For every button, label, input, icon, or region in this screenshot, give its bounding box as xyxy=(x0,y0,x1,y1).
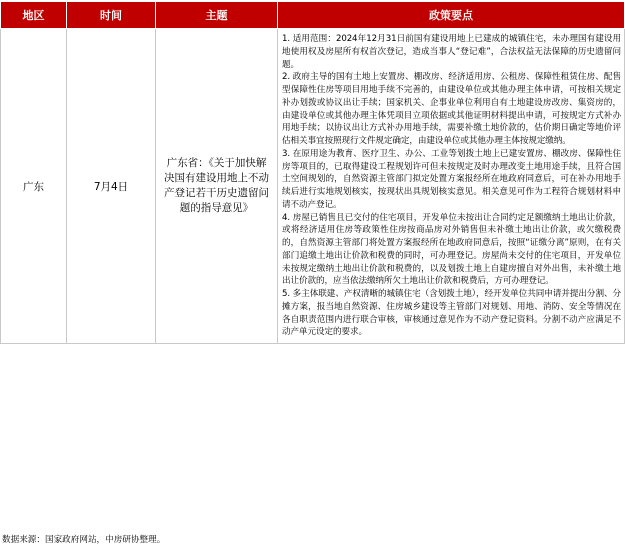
table-row xyxy=(1,29,625,344)
policy-point-5: 5. 多主体联建、产权清晰的城镇住宅（含划拨土地），经开发单位共同申请并提出分割、分摊方案，报当地自然资源、住房城乡建设等主管部门对规划、用地、消防、安全等情况在各自职责范围内进行联合审核，审核通过意见作为不动产登记资料。分割不动产应满足不动产单元设定的要求。 xyxy=(282,289,621,338)
policy-point-4: 4. 房屋已销售且已交付的住宅项目，开发单位未按出让合同约定足额缴纳土地出让价款，或将经济适用住房等政策性住房按商品房对外销售但未补缴土地出让价款，或欠缴税费的，自然资源主管部门将处置方案报经所在地政府同意后，按照“证缴分离”原则，在有关部门追缴土地出让价款和税费的同时，可办理登记。房屋尚未交付的住宅项目，开发单位未按规定缴纳土地出让价款和税费的，以及划拨土地上自建房擅自对外出售，未补缴土地出让价款的，应当依法缴纳所欠土地出让价款和税费后，方可办理登记。 xyxy=(282,212,621,287)
header-row xyxy=(1,2,625,29)
table-header xyxy=(1,2,625,29)
header-topic: 主题 xyxy=(156,2,278,29)
table-body xyxy=(1,29,625,344)
header-region: 地区 xyxy=(1,2,67,29)
header-time: 时间 xyxy=(67,2,156,29)
header-points: 政策要点 xyxy=(278,2,625,29)
data-source-note: 数据来源：国家政府网站，中房研协整理。 xyxy=(2,535,166,545)
cell-topic: 广东省：《关于加快解决国有建设用地上不动产登记若干历史遗留问题的指导意见》 xyxy=(156,29,278,344)
policy-point-3: 3. 在原用途为教育、医疗卫生、办公、工业等划拨土地上已建安置房、棚改房、保障性住房等项目的，已取得建设工程规划许可但未按规定及时办理改变土地用途手续，且符合国土空间规划的，自然资源主管部门拟定处置方案报经所在地政府同意后，可在补办用地手续后进行实地规划核实，按现状出具规划核实意见。相关意见可作为工程符合规划材料申请不动产登记。 xyxy=(282,148,621,210)
policy-point-1: 1. 适用范围：2024年12月31日前国有建设用地上已建成的城镇住宅，未办理国有建设用地使用权及房屋所有权首次登记，造成当事人“登记难”，合法权益无法保障的历史遗留问题。 xyxy=(282,34,621,70)
policy-table xyxy=(0,1,625,344)
cell-policy-points xyxy=(278,29,625,344)
cell-time: 7月4日 xyxy=(67,29,156,344)
cell-region: 广东 xyxy=(1,29,67,344)
policy-point-2: 2. 政府主导的国有土地上安置房、棚改房、经济适用房、公租房、保障性租赁住房、配售型保障性住房等项目用地手续不完善的，由建设单位或其他办理主体申请，可按相关规定补办划拨或协议出让手续；国家机关、企事业单位利用自有土地建设房改房、集资房的，由建设单位或其他办理主体凭项目立项依据或其他证明材料提出申请，可按规定方式补办用地手续；以协议出让方式补办用地手续，需要补缴土地价款的，估价期日确定等地价评估相关事宜按照现行文件规定确定，由建设单位或其他办理主体按规定缴纳。 xyxy=(282,72,621,146)
